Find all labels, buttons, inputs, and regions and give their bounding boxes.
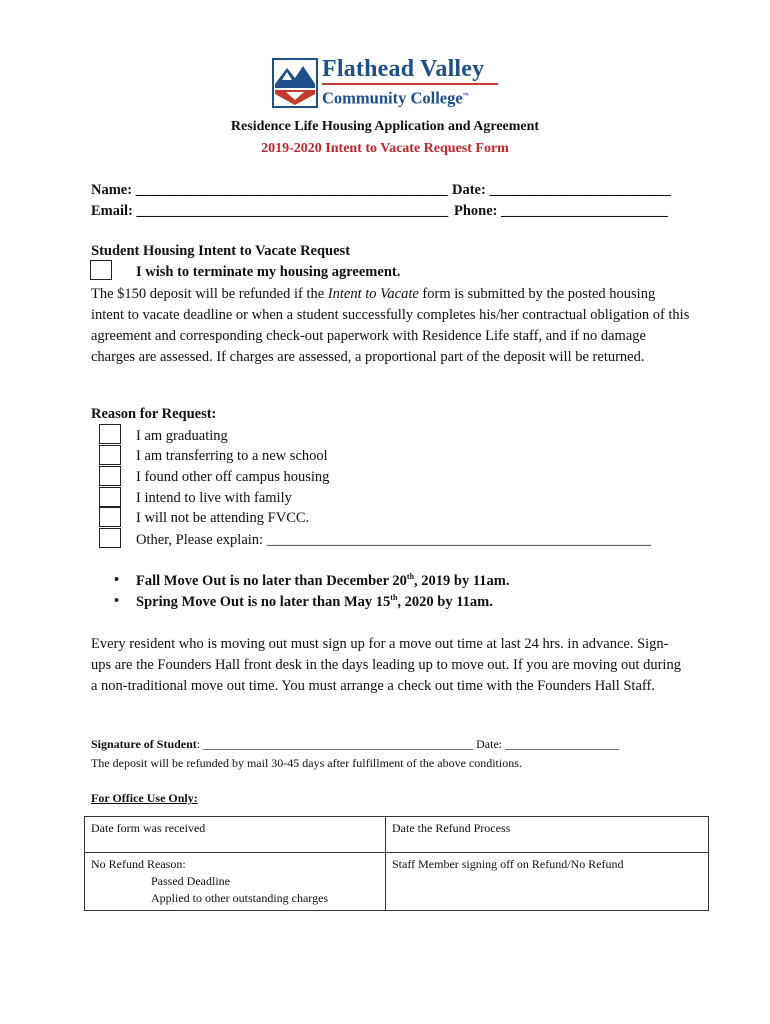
reason-other-field[interactable]: Other, Please explain: _____________________________________________________: [136, 532, 651, 548]
office-heading: For Office Use Only:: [91, 791, 198, 805]
office-cell-date-received: Date form was received: [85, 817, 386, 853]
office-cell-refund-process: Date the Refund Process: [386, 817, 709, 853]
college-emblem-icon: [272, 58, 318, 108]
fall-moveout-item: • Fall Move Out is no later than December 20th, 2019 by 11am.: [136, 572, 510, 590]
form-title: Residence Life Housing Application and Agreement: [230, 119, 540, 134]
moveout-notice: Every resident who is moving out must sign up for a move out time at last 24 hrs. in advance. Sign-ups are the Founders Hall front desk in the days leading up to move out. If you are moving out during a non-traditional move out time. You must arrange a check out time with the Founders Hall Staff.: [91, 636, 681, 694]
reason-label-off-campus: I found other off campus housing: [136, 469, 330, 485]
reason-checkbox-off-campus[interactable]: [99, 466, 121, 486]
no-refund-reason-label: No Refund Reason:: [91, 857, 186, 871]
signature-field[interactable]: Signature of Student: _____________________________________________ Date: ___________________: [91, 737, 620, 751]
office-use-table: [84, 816, 709, 911]
reason-label-family: I intend to live with family: [136, 490, 292, 506]
form-subtitle: 2019-2020 Intent to Vacate Request Form: [261, 141, 509, 156]
college-logo: [272, 56, 502, 108]
logo-line-1: Flathead Valley: [322, 56, 485, 82]
applied-charges-label: Applied to other outstanding charges: [151, 891, 329, 905]
date-field[interactable]: Date: _________________________: [452, 182, 671, 198]
terminate-label: I wish to terminate my housing agreement.: [136, 264, 401, 280]
reason-label-graduating: I am graduating: [136, 428, 228, 444]
reason-checkbox-family[interactable]: [99, 487, 121, 507]
logo-rule: [322, 83, 498, 85]
logo-line-2: Community College™: [322, 88, 469, 108]
reason-checkbox-graduating[interactable]: [99, 424, 121, 444]
office-cell-staff-signoff: Staff Member signing off on Refund/No Refund: [386, 853, 709, 911]
reason-label-not-attending: I will not be attending FVCC.: [136, 510, 310, 526]
name-field[interactable]: Name: ___________________________________________: [91, 182, 448, 198]
reason-checkbox-not-attending[interactable]: [99, 507, 121, 527]
deposit-note: The deposit will be refunded by mail 30-45 days after fulfillment of the above conditions.: [91, 756, 522, 770]
request-heading: Student Housing Intent to Vacate Request: [91, 243, 351, 259]
spring-moveout-item: • Spring Move Out is no later than May 15th, 2020 by 11am.: [136, 593, 493, 611]
reason-label-transferring: I am transferring to a new school: [136, 448, 328, 464]
reason-checkbox-other[interactable]: [99, 528, 121, 548]
deposit-paragraph: The $150 deposit will be refunded if the Intent to Vacate form is submitted by the posted housing intent to vacate deadline or when a student successfully completes his/her contractual obligation of this agreement and corresponding check-out paperwork with Residence Life staff, and if no damage charges are assessed. If charges are assessed, a proportional part of the deposit will be returned.: [91, 286, 690, 365]
email-field[interactable]: Email: ___________________________________________: [91, 203, 449, 219]
office-cell-no-refund: [85, 853, 386, 911]
phone-field[interactable]: Phone: _______________________: [454, 203, 668, 219]
reason-heading: Reason for Request:: [91, 406, 217, 422]
passed-deadline-label: Passed Deadline: [151, 874, 230, 888]
reason-checkbox-transferring[interactable]: [99, 445, 121, 465]
terminate-checkbox[interactable]: [90, 260, 112, 280]
